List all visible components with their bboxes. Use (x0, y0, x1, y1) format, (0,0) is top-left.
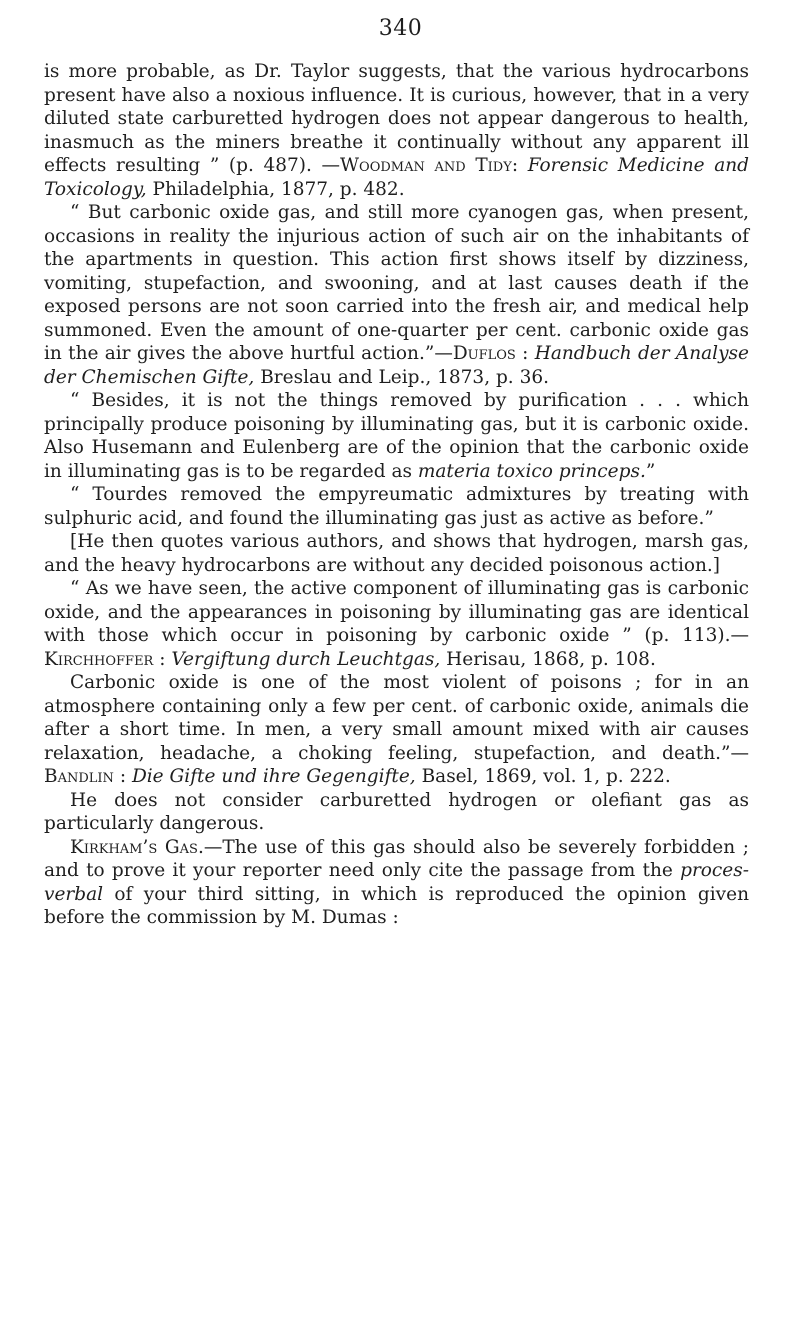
text-run: ” (645, 460, 656, 482)
text-run: Basel, 1869, vol. 1, p. 222. (415, 766, 671, 787)
italic-text: Vergiftung durch Leuchtgas, (171, 648, 441, 670)
small-caps-text: Kirkham’s Gas. (70, 836, 204, 858)
text-run: of your third sitting, in which is reproduced the opinion given before the commission by M. Dumas : (44, 883, 749, 928)
text-run: “ Tourdes removed the empyreumatic admixtures by treating with sulphuric acid, and found the illuminating gas just as active as before.” (44, 484, 749, 529)
italic-text: Forensic Medicine and Toxicology, (44, 155, 749, 200)
text-run: —The use of this gas should also be severely forbidden ; and to prove it your reporter need only cite the passage from the (44, 836, 749, 881)
small-caps-text: Woodman and Tidy (340, 155, 512, 176)
text-run: Breslau and Leip., 1873, p. 36. (254, 366, 549, 388)
page-number: 340 (378, 16, 423, 41)
text-run: is more probable, as Dr. Taylor suggests, that the various hydrocarbons present have also a noxious influence. It is curious, however, that in a very diluted state carburetted hydrogen does not appear dangerous to health, inasmuch as the miners breathe it continually without any apparent ill effects resulting ” (p. 487). — (44, 61, 749, 176)
paragraph (44, 201, 749, 389)
paragraph (44, 60, 749, 201)
italic-text: Handbuch der Analyse der Chemischen Gifte, (44, 343, 749, 388)
text-run: Philadelphia, 1877, p. 482. (146, 178, 405, 200)
body-text (44, 60, 749, 930)
text-run: Herisau, 1868, p. 108. (440, 648, 656, 670)
text-run: “ Besides, it is not the things removed by purification . . . which principally produce poisoning by illuminating gas, but it is carbonic oxide. Also Husemann and Eulenberg are of the opinion that the carbonic oxide in illuminating gas is to be regarded as (44, 390, 749, 482)
text-run: “ But carbonic oxide gas, and still more cyanogen gas, when present, occasions in reality the injurious action of such air on the inhabitants of the apartments in question. This action first shows itself by dizziness, vomiting, stupefaction, and swooning, and at last causes death if the exposed persons are not soon carried into the fresh air, and medical help summoned. Even the amount of one-quarter per cent. carbonic oxide gas in the air gives the above hurtful action.”— (44, 202, 749, 364)
paragraph (44, 671, 749, 789)
text-run: [He then quotes various authors, and shows that hydrogen, marsh gas, and the heavy hydrocarbons are without any decided poisonous action.] (44, 531, 749, 576)
small-caps-text: Kirchhoffer (44, 648, 154, 670)
paragraph (44, 836, 749, 930)
text-run: : (515, 343, 535, 364)
italic-text: materia toxico princeps. (417, 460, 646, 482)
italic-text: Die Gifte und ihre Gegengifte, (131, 766, 416, 787)
small-caps-text: Duflos (452, 343, 516, 364)
paragraph (44, 577, 749, 671)
paragraph (44, 389, 749, 483)
italic-text: proces-verbal (44, 860, 749, 905)
text-run: He does not consider carburetted hydrogen or olefiant gas as particularly dangerous. (44, 789, 749, 834)
paragraph (44, 530, 749, 577)
paragraph (44, 483, 749, 530)
text-run: “ As we have seen, the active component of illuminating gas is carbonic oxide, and the appearances in poisoning by illuminating gas are identical with those which occur in poisoning by carbonic oxide ” (p. 113).— (44, 578, 749, 646)
paragraph (44, 789, 749, 836)
text-run: Carbonic oxide is one of the most violent of poisons ; for in an atmosphere containing only a few per cent. of carbonic oxide, animals die after a short time. In men, a very small amount mixed with air causes relaxation, headache, a choking feeling, stupefaction, and death.”— (44, 672, 749, 764)
text-run: : (153, 648, 172, 670)
text-run: : (511, 155, 528, 176)
text-run: : (113, 766, 132, 787)
small-caps-text: Bandlin (44, 766, 114, 787)
